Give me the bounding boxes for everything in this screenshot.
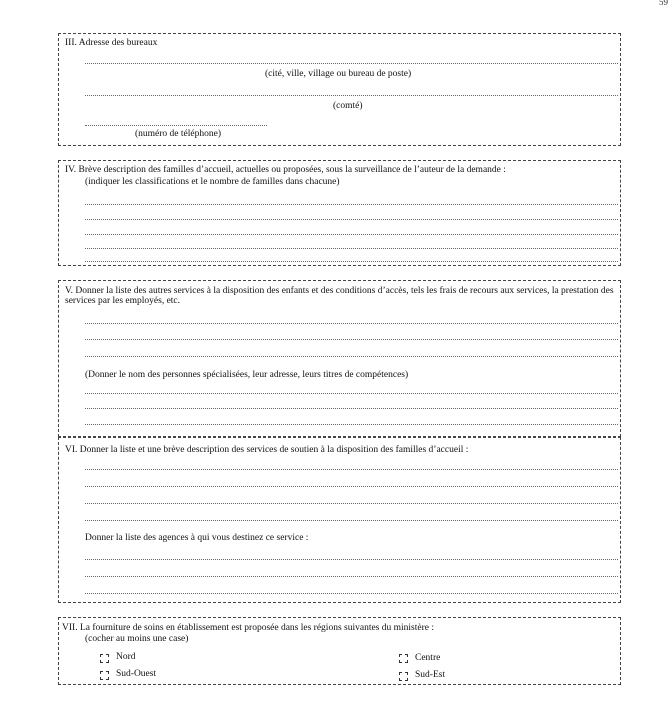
sud-est-label: Sud-Est <box>415 670 446 680</box>
section-6-line-5[interactable] <box>85 559 618 560</box>
section-3-box <box>58 33 621 146</box>
section-5-heading: V. Donner la liste des autres services à la disposition des enfants et des conditions d’accès, tels les frais de recours aux services, la prestation des services par les employés, etc. <box>65 286 614 307</box>
section-5-line-4[interactable] <box>85 393 618 394</box>
section-5-line-5[interactable] <box>85 408 618 409</box>
section-6-heading: VI. Donner la liste et une brève description des services de soutien à la disposition des familles d’accueil : <box>65 445 469 455</box>
section-6-box <box>58 437 621 603</box>
section-5-subtext: (Donner le nom des personnes spécialisées, leur adresse, leurs titres de compétences) <box>85 370 409 380</box>
section-4-heading: IV. Brève description des familles d’accueil, actuelles ou proposées, sous la surveillance de l’auteur de la demande : <box>65 165 506 175</box>
section-5-line-2[interactable] <box>85 339 618 340</box>
section-4-line-1[interactable] <box>85 204 618 205</box>
county-hint: (comté) <box>333 101 363 111</box>
section-6-subtext: Donner la liste des agences à qui vous destinez ce service : <box>85 533 309 543</box>
phone-line[interactable] <box>85 125 267 126</box>
page-number: 59 <box>659 0 668 7</box>
section-6-line-2[interactable] <box>85 486 618 487</box>
sud-ouest-checkbox[interactable] <box>100 671 109 680</box>
centre-checkbox[interactable] <box>399 654 408 663</box>
section-7-heading: VII. La fourniture de soins en établissement est proposée dans les régions suivantes du ministère : <box>62 623 434 633</box>
sud-ouest-label: Sud-Ouest <box>116 669 157 679</box>
phone-hint: (numéro de téléphone) <box>135 129 221 139</box>
section-4-subtext: (indiquer les classifications et le nombre de familles dans chacune) <box>85 177 340 187</box>
centre-label: Centre <box>415 653 441 663</box>
section-7-box <box>58 617 621 685</box>
city-hint: (cité, ville, village ou bureau de poste) <box>265 69 412 79</box>
nord-checkbox[interactable] <box>100 654 109 663</box>
section-4-line-4[interactable] <box>85 248 618 249</box>
section-5-line-6[interactable] <box>85 424 618 425</box>
section-6-line-6[interactable] <box>85 576 618 577</box>
section-4-line-2[interactable] <box>85 219 618 220</box>
section-6-line-4[interactable] <box>85 520 618 521</box>
city-line[interactable] <box>85 63 618 64</box>
section-5-line-1[interactable] <box>85 323 618 324</box>
section-6-line-3[interactable] <box>85 503 618 504</box>
section-4-line-5[interactable] <box>85 261 618 262</box>
county-line[interactable] <box>85 95 618 96</box>
sud-est-checkbox[interactable] <box>399 672 408 681</box>
section-6-line-7[interactable] <box>85 593 618 594</box>
section-4-box <box>58 160 621 266</box>
nord-label: Nord <box>116 652 136 662</box>
section-5-box <box>58 280 621 437</box>
section-7-subtext: (cocher au moins une case) <box>85 634 189 644</box>
section-3-heading: III. Adresse des bureaux <box>65 38 158 48</box>
section-5-line-3[interactable] <box>85 356 618 357</box>
section-6-line-1[interactable] <box>85 469 618 470</box>
section-4-line-3[interactable] <box>85 234 618 235</box>
